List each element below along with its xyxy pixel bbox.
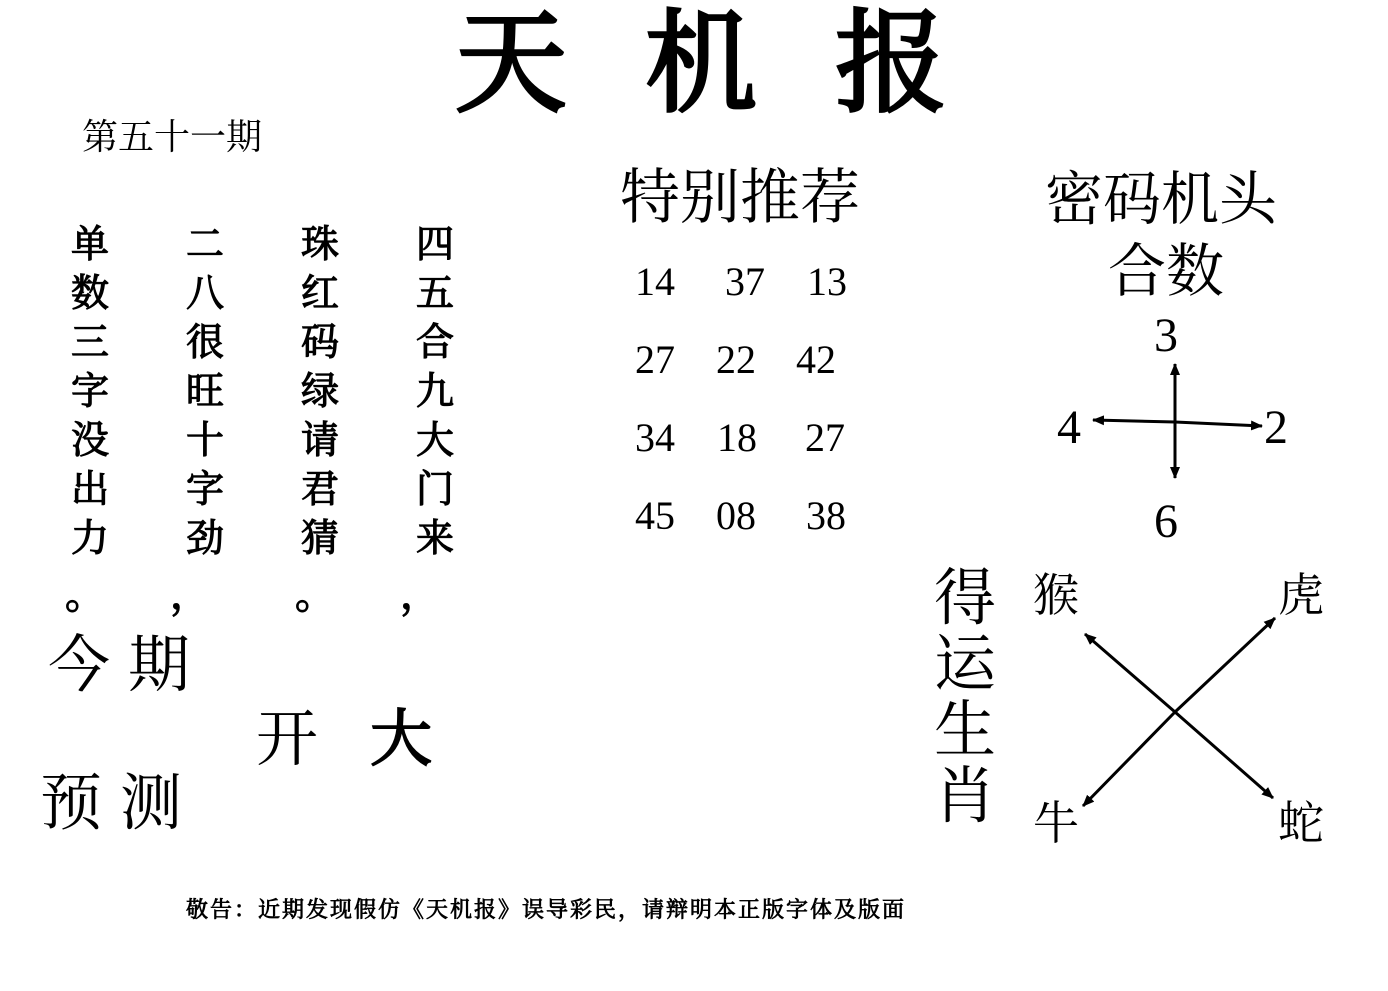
arrow-bottom-right [1175,712,1273,798]
page-title: 天机报 [455,0,1025,129]
code-head-right: 2 [1264,401,1288,454]
recommend-title: 特别推荐 [620,163,860,233]
arrow-left [1093,420,1175,422]
zodiac-bottom-left: 牛 [1033,796,1079,850]
recommend-number: 27 [805,415,845,460]
prediction-result-open: 开 [256,702,319,775]
arrow-bottom-left [1083,712,1175,806]
issue-number: 第五十一期 [82,117,263,158]
recommend-number: 38 [806,493,846,538]
poem-punct-2: ， [170,572,210,618]
recommend-number: 18 [717,415,757,460]
code-head-left: 4 [1057,401,1081,454]
recommend-number: 14 [635,259,675,304]
recommend-number: 22 [716,337,756,382]
poem-column-3: 珠红码绿请君猜 [300,222,339,560]
recommend-number: 42 [796,337,836,382]
prediction-result-big: 大 [370,702,433,775]
recommend-number: 27 [635,337,675,382]
code-head-up: 3 [1154,309,1178,362]
recommend-number: 08 [716,493,756,538]
poem-column-4: 四五合九大门来 [415,222,454,560]
poem-column-2: 二八很旺十字劲 [185,222,224,560]
poem-punct-4: ， [400,572,440,618]
code-head-down: 6 [1154,495,1178,548]
recommend-number: 34 [635,415,675,460]
arrow-right [1175,422,1262,426]
poem-punct-3: 。 [295,572,335,618]
code-head-title: 密码机头 [1045,165,1278,233]
recommend-number: 13 [807,259,847,304]
lucky-zodiac-title: 得运生肖 [933,561,996,832]
zodiac-bottom-right: 蛇 [1278,796,1324,850]
zodiac-top-left: 猴 [1033,568,1079,622]
poem-column-1: 单数三字没出力 [70,222,109,560]
notice-footer: 敬告：近期发现假仿《天机报》误导彩民，请辩明本正版字体及版面 [186,898,907,923]
poem-punct-1: 。 [65,572,105,618]
prediction-label-forecast: 预测 [40,766,201,839]
arrow-top-left [1085,634,1175,712]
code-head-subtitle: 合数 [1108,237,1225,305]
zodiac-top-right: 虎 [1278,568,1324,622]
arrow-top-right [1175,618,1275,712]
prediction-label-this-issue: 今期 [48,628,209,701]
recommend-number: 37 [725,259,765,304]
recommend-number: 45 [635,493,675,538]
